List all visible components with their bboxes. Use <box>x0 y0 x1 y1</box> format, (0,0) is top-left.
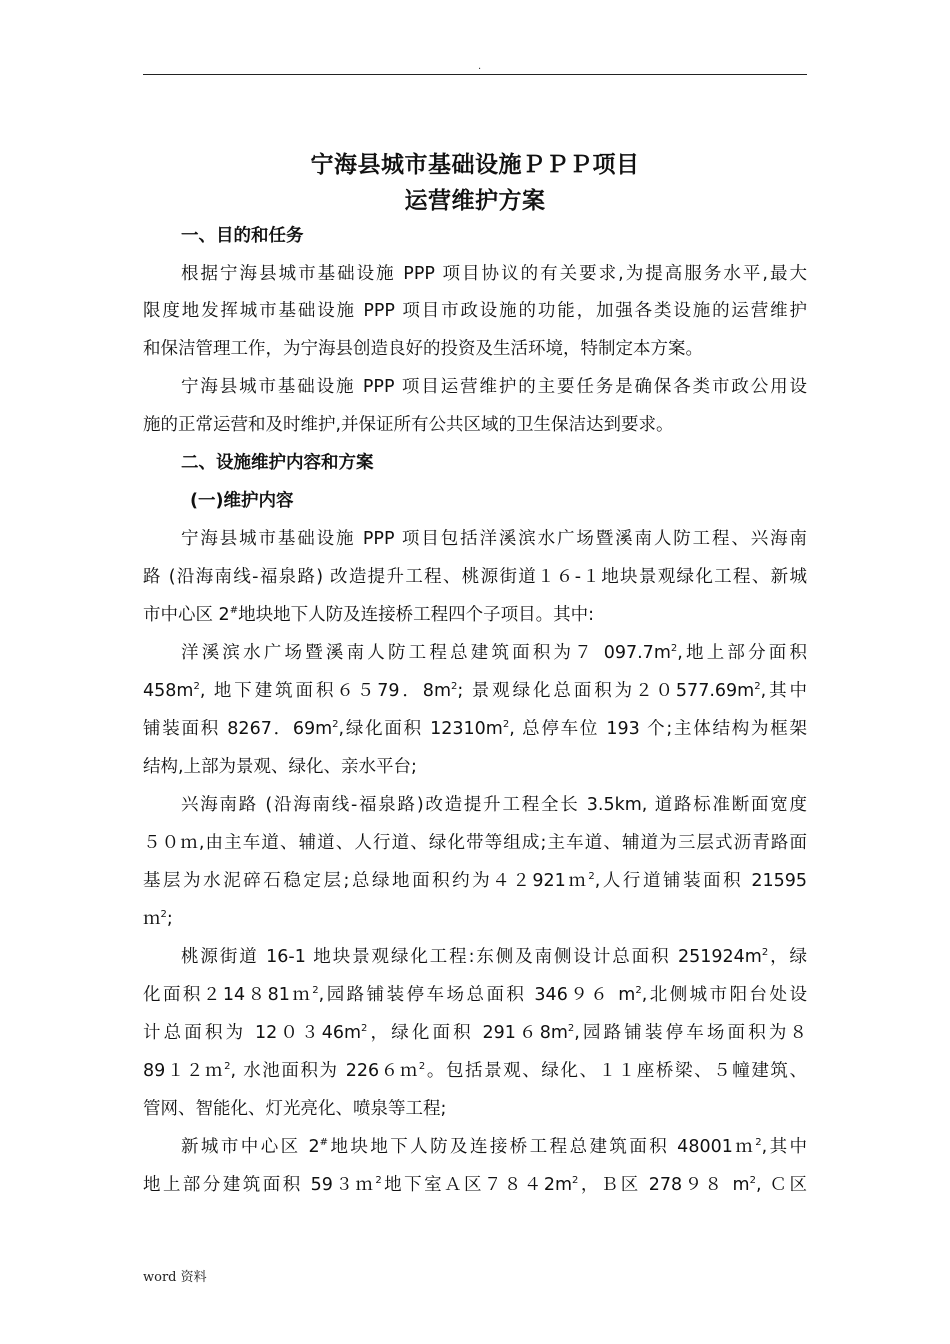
paragraph-line: 宁海县城市基础设施 PPP 项目运营维护的主要任务是确保各类市政公用设 <box>181 377 807 397</box>
paragraph-line: 结构,上部为景观、绿化、亲水平台; <box>143 757 417 777</box>
paragraph-line: 地上部分建筑面积 59３ｍ$^2$地下室Ａ区$7842m^2$，Ｂ区 278９８ $m^2$, Ｃ区 <box>143 1175 807 1195</box>
header-rule <box>143 74 807 75</box>
section-heading-maintenance: 二、设施维护内容和方案 <box>181 453 374 473</box>
paragraph-line: 桃源街道 16-1 地块景观绿化工程:东侧及南侧设计总面积 $251924m^2$，绿 <box>181 947 808 967</box>
paragraph-line: 限度地发挥城市基础设施 PPP 项目市政设施的功能，加强各类设施的运营维护 <box>143 301 807 321</box>
paragraph-line: 计总面积为 $120346m^2$，绿化面积 $29168m^2$,园路铺装停车场面积为８ <box>143 1023 808 1043</box>
subsection-heading: (一)维护内容 <box>190 491 294 511</box>
header-mark: . <box>478 61 482 72</box>
page-footer: word 资料 <box>143 1270 207 1285</box>
paragraph-line: 铺装面积 8267．$69m^2$,绿化面积 $12310m^2$, 总停车位 193 个;主体结构为框架 <box>143 719 807 739</box>
paragraph-line: 根据宁海县城市基础设施 PPP 项目协议的有关要求,为提高服务水平,最大 <box>181 264 807 284</box>
section-heading-purpose: 一、目的和任务 <box>181 226 304 246</box>
paragraph-line: 路 (沿海南线-福泉路) 改造提升工程、桃源街道１６-１地块景观绿化工程、新城 <box>143 567 807 587</box>
paragraph-line: 宁海县城市基础设施 PPP 项目包括洋溪滨水广场暨溪南人防工程、兴海南 <box>181 529 807 549</box>
paragraph-line: 兴海南路 (沿海南线-福泉路)改造提升工程全长 3.5km, 道路标准断面宽度 <box>181 795 807 815</box>
paragraph-line: 和保洁管理工作，为宁海县创造良好的投资及生活环境，特制定本方案。 <box>143 339 703 359</box>
document-title: 宁海县城市基础设施ＰＰＰ项目 <box>310 152 640 178</box>
paragraph-line: ５０ｍ,由主车道、辅道、人行道、绿化带等组成;主车道、辅道为三层式沥青路面 <box>143 833 807 853</box>
paragraph-line: 89１２ｍ$^2$, 水池面积为 226６ｍ$^2$。包括景观、绿化、１１座桥梁、５幢建筑、 <box>143 1061 807 1081</box>
paragraph-line: 新城市中心区 2#地块地下人防及连接桥工程总建筑面积 48001ｍ$^2$,其中 <box>181 1137 807 1157</box>
paragraph-line: $458m^2$, 地下建筑面积６５79．$8m^2$; 景观绿化总面积为$20577.69m^2$,其中 <box>143 681 807 701</box>
paragraph-line: 市中心区 2#地块地下人防及连接桥工程四个子项目。其中: <box>143 605 594 625</box>
paragraph-line: 施的正常运营和及时维护,并保证所有公共区域的卫生保洁达到要求。 <box>143 415 674 435</box>
paragraph-line: 基层为水泥碎石稳定层;总绿地面积约为４２921ｍ$^2$,人行道铺装面积 21595 <box>143 871 808 891</box>
paragraph-line: 管网、智能化、灯光亮化、喷泉等工程; <box>143 1099 447 1119</box>
paragraph-line: ｍ$^2$; <box>143 909 173 929</box>
document-subtitle: 运营维护方案 <box>404 188 546 214</box>
paragraph-line: 洋溪滨水广场暨溪南人防工程总建筑面积为７ $097.7m^2$,地上部分面积 <box>181 643 807 663</box>
paragraph-line: 化面积２14８81ｍ$^2$,园路铺装停车场总面积 346９６ $m^2$,北侧城市阳台处设 <box>143 985 807 1005</box>
